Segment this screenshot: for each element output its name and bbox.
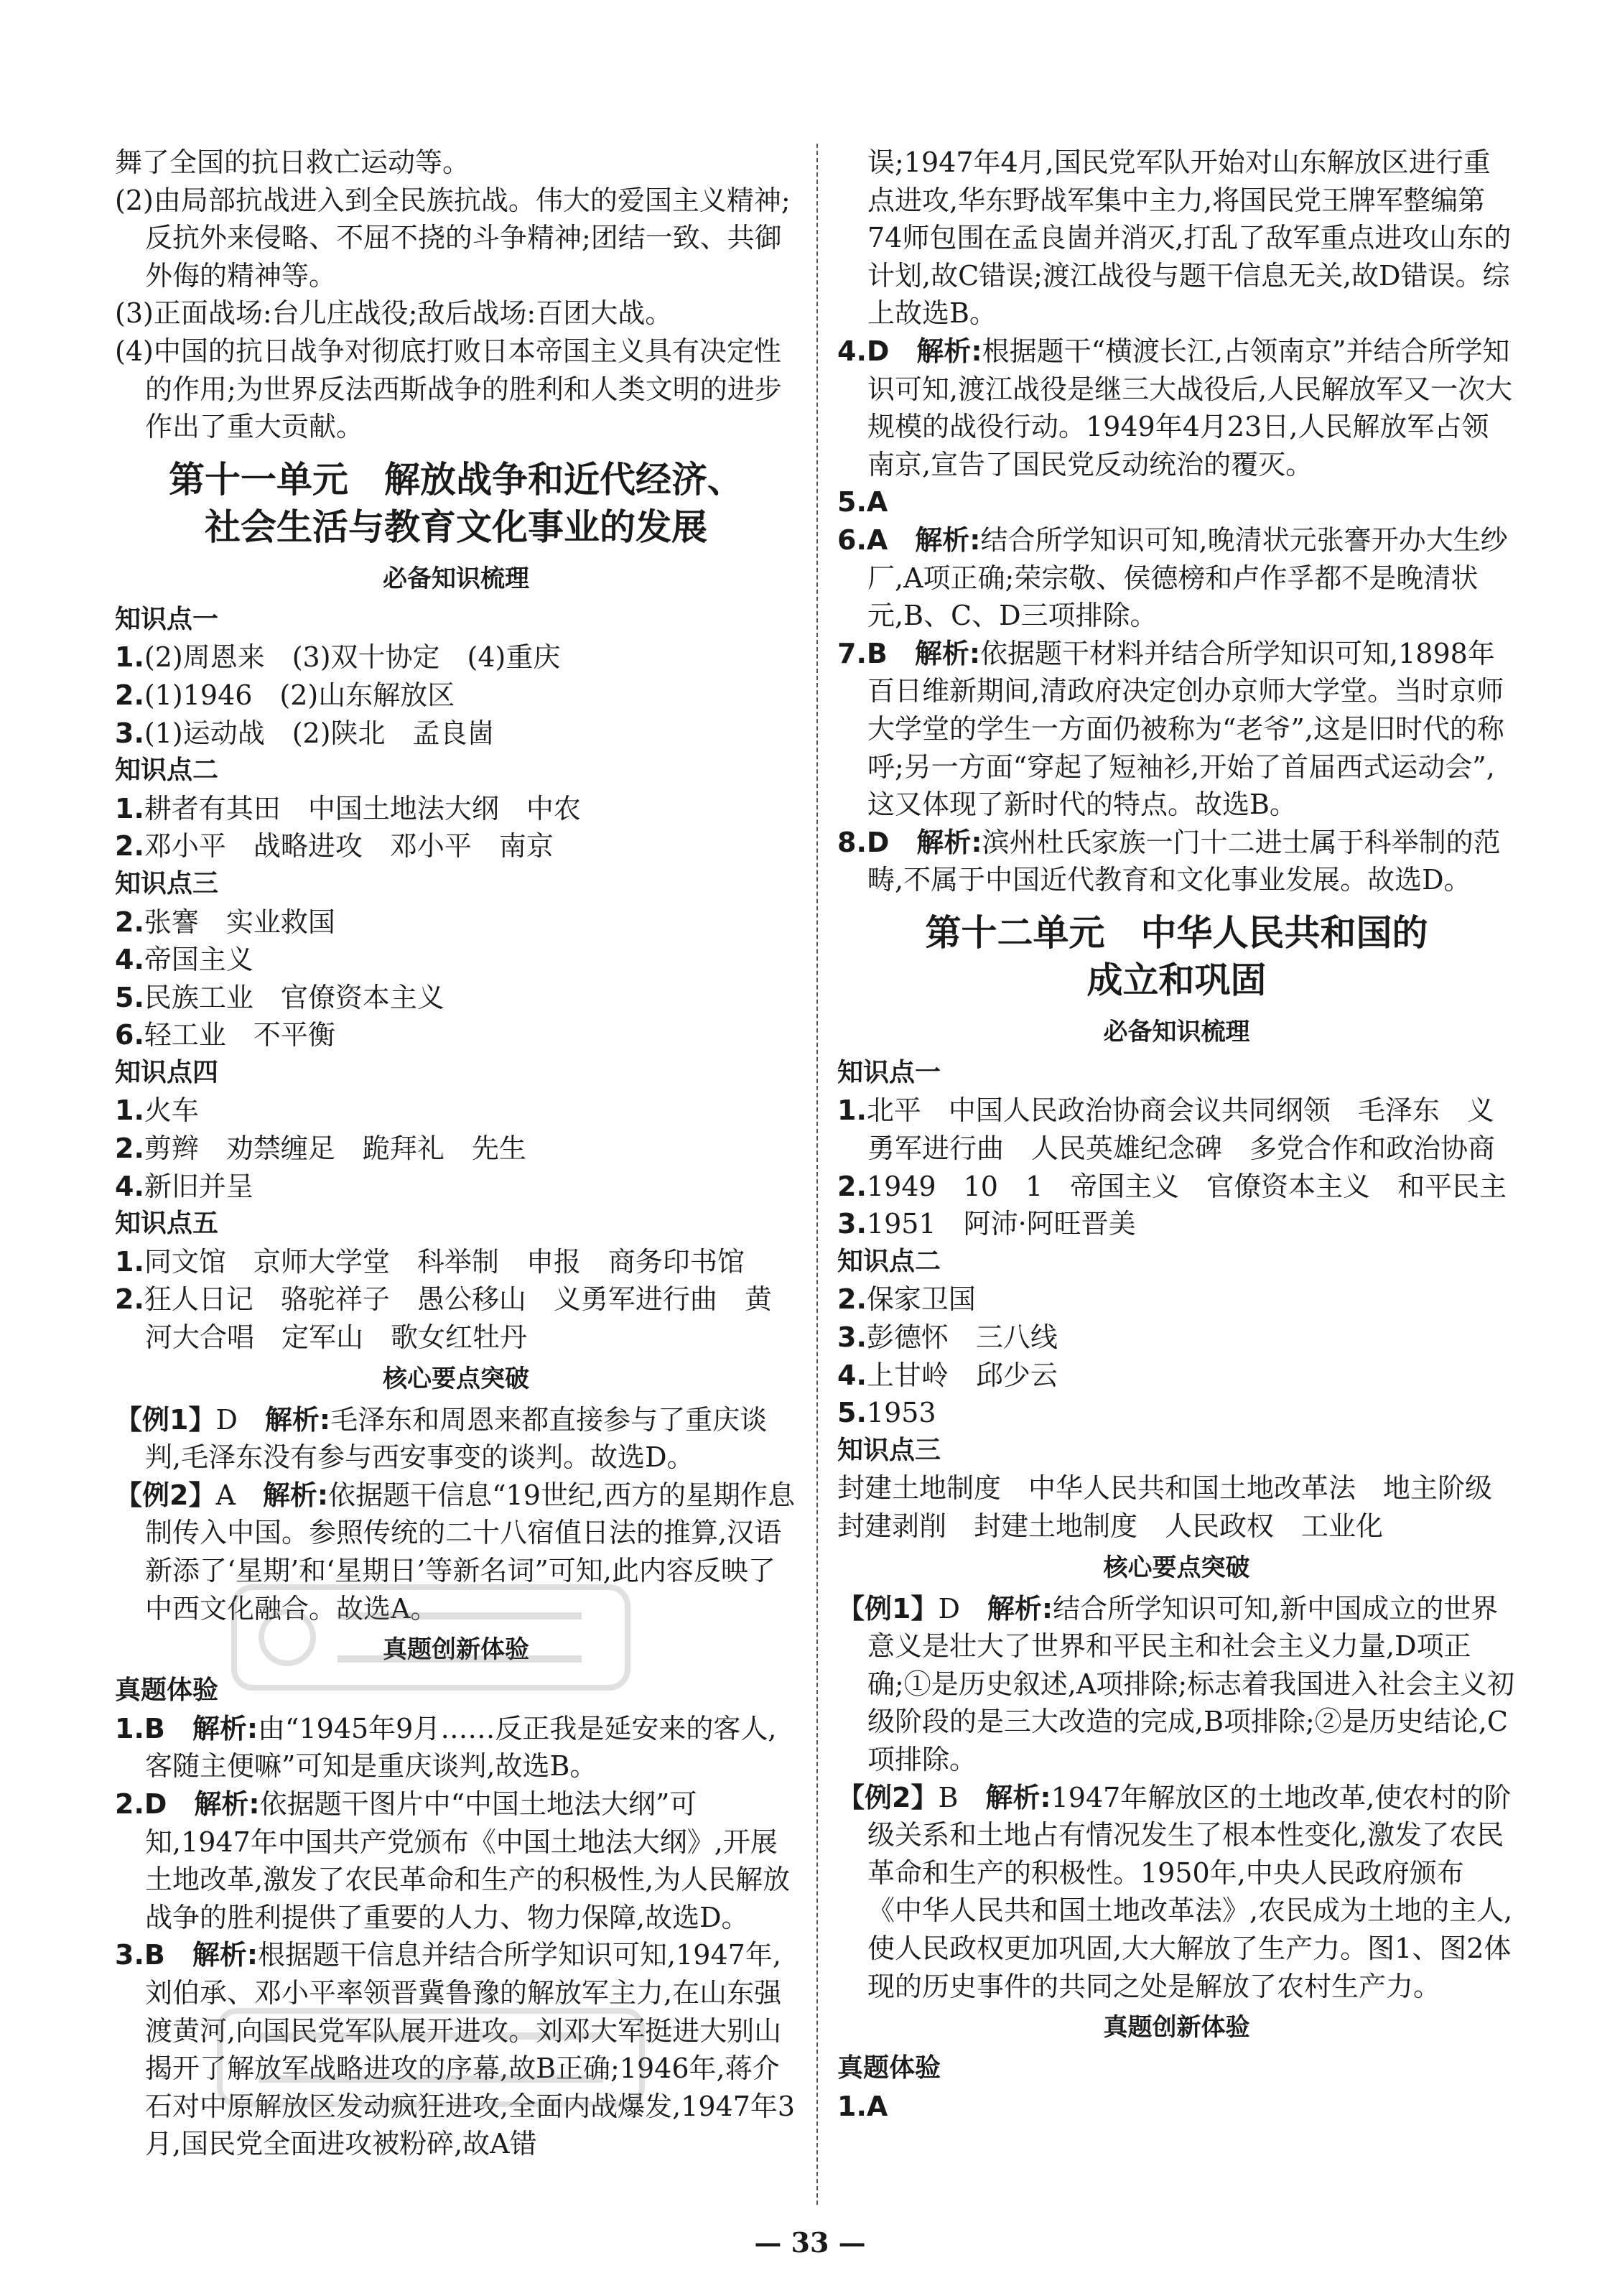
knowledge-point-3-list	[115, 903, 797, 1054]
intro-paragraph: (4)中国的抗日战争对彻底打败日本帝国主义具有决定性的作用;为世界反法西斯战争的胜利和人类文明的进步作出了重大贡献。	[115, 335, 782, 443]
list-item	[115, 979, 797, 1017]
answer-number: 4.D	[837, 335, 917, 367]
answer-number: 5.A	[837, 486, 888, 519]
real-exam-label-right: 真题体验	[837, 2053, 941, 2083]
item-number: 5.	[837, 1397, 867, 1429]
analysis-label: 解析:	[915, 524, 981, 556]
item-text: 同文馆 京师大学堂 科举制 申报 商务印书馆	[144, 1245, 745, 1278]
item-number: 1.	[115, 1094, 144, 1127]
analysis-label: 解析:	[916, 335, 982, 367]
example-text: 1947年解放区的土地改革,使农村的阶级关系和土地占有情况发生了根本性变化,激发了农民革命和生产的积极性。1950年,中央人民政府颁布《中华人民共和国土地改革法》,农民成为土地的主人,使人民政权更加巩固,大大解放了生产力。图1、图2体现的历史事件的共同之处是解放了农村生产力。	[867, 1781, 1513, 2002]
answers-list-right	[837, 333, 1516, 899]
intro-paragraphs	[115, 144, 797, 446]
last-answer	[837, 2088, 1516, 2126]
answer-text: 根据题干信息并结合所学知识可知,1947年,刘伯承、邓小平率领晋冀鲁豫的解放军主力,在山东强渡黄河,向国民党军队展开进攻。刘邓大军挺进大别山揭开了解放军战略进攻的序幕,故B正确;1946年,蒋介石对中原解放区发动疯狂进攻,全面内战爆发,1947年3月,国民党全面进攻被粉碎,故A错	[145, 1939, 796, 2160]
answer-item	[837, 333, 1516, 483]
knowledge-point-2-right-list	[837, 1281, 1516, 1431]
analysis-label: 解析:	[264, 1403, 331, 1436]
answer-text: 结合所学知识可知,晚清状元张謇开办大生纱厂,A项正确;荣宗敬、侯德榜和卢作孚都不是晚清状元,B、C、D三项排除。	[867, 524, 1508, 632]
example-tag: 【例2】	[837, 1781, 939, 1813]
intro-paragraph: (2)由局部抗战进入到全民族抗战。伟大的爱国主义精神;反抗外来侵略、不屈不挠的斗争精神;团结一致、共御外侮的精神等。	[115, 184, 791, 292]
item-text: (1)1946 (2)山东解放区	[144, 679, 455, 711]
item-number: 2.	[115, 906, 144, 938]
answer-text: 由“1945年9月……反正我是延安来的客人,客随主便嘛”可知是重庆谈判,故选B。	[145, 1712, 777, 1783]
example-answer: A	[215, 1479, 263, 1511]
section-heading-core: 核心要点突破	[383, 1364, 529, 1393]
list-item	[837, 1394, 1516, 1432]
item-text: 张謇 实业救国	[144, 906, 335, 938]
item-number: 2.	[837, 1170, 867, 1202]
unit-11-title-line1: 第十一单元 解放战争和近代经济、	[169, 458, 743, 501]
item-number: 2.	[837, 1283, 867, 1316]
knowledge-point-2-list	[115, 790, 797, 865]
item-number: 2.	[115, 679, 144, 711]
list-item	[115, 1130, 797, 1168]
list-item	[837, 1092, 1516, 1167]
section-heading-real-right: 真题创新体验	[1103, 2013, 1250, 2042]
unit-12-title-line2: 成立和巩固	[1086, 959, 1267, 1001]
item-text: 耕者有其田 中国土地法大纲 中农	[144, 792, 581, 824]
continued-answer: 误;1947年4月,国民党军队开始对山东解放区进行重点进攻,华东野战军集中主力,将国民党王牌军整编第74师包围在孟良崮并消灭,打乱了敌军重点进攻山东的计划,故C错误;渡江战役与题干信息无关,故D错误。综上故选B。	[867, 147, 1512, 330]
item-number: 3.	[115, 717, 144, 749]
list-item	[837, 1281, 1516, 1319]
example-text: 结合所学知识可知,新中国成立的世界意义是壮大了世界和平民主和社会主义力量,D项正确;①是历史叙述,A项排除;标志着我国进入社会主义初级阶段的是三大改造的完成,B项排除;②是历史结论,C项排除。	[867, 1592, 1515, 1775]
right-column	[837, 144, 1516, 2125]
knowledge-point-5-list	[115, 1243, 797, 1357]
item-number: 3.	[837, 1321, 867, 1354]
analysis-label: 解析:	[987, 1592, 1053, 1625]
item-number: 6.	[115, 1019, 144, 1051]
answer-number: 2.D	[115, 1788, 195, 1820]
item-text: 上甘岭 邱少云	[866, 1359, 1058, 1391]
answer-item	[837, 483, 1516, 521]
list-item	[837, 1357, 1516, 1395]
item-number: 2.	[115, 1133, 144, 1165]
knowledge-point-4-list	[115, 1092, 797, 1205]
item-text: 1949 10 1 帝国主义 官僚资本主义 和平民主	[866, 1170, 1507, 1202]
watermark-stamp	[230, 1580, 632, 1695]
item-text: 1951 阿沛·阿旺晋美	[866, 1208, 1136, 1240]
item-number: 1.	[837, 1094, 867, 1127]
item-number: 3.	[837, 1208, 867, 1240]
answer-item	[837, 521, 1516, 635]
unit-12-title	[837, 909, 1516, 1004]
item-number: 5.	[115, 981, 144, 1013]
item-text: 北平 中国人民政治协商会议共同纲领 毛泽东 义勇军进行曲 人民英雄纪念碑 多党合作和政治协商	[866, 1094, 1496, 1165]
analysis-label: 解析:	[985, 1781, 1051, 1813]
list-item	[115, 1168, 797, 1206]
knowledge-point-3: 知识点三	[115, 868, 219, 898]
left-column	[115, 144, 797, 2163]
item-text: 邓小平 战略进攻 邓小平 南京	[144, 830, 554, 863]
item-text: (2)周恩来 (3)双十协定 (4)重庆	[144, 641, 561, 674]
item-text: 1953	[866, 1397, 936, 1429]
list-item	[115, 638, 797, 677]
analysis-label: 解析:	[194, 1788, 260, 1820]
answer-number: 1.B	[115, 1712, 192, 1744]
knowledge-point-1-right-list	[837, 1092, 1516, 1242]
item-text: 剪辫 劝禁缠足 跪拜礼 先生	[144, 1133, 526, 1165]
answer-item	[837, 824, 1516, 899]
example-item	[837, 1779, 1516, 2006]
answer-text: 依据题干材料并结合所学知识可知,1898年百日维新期间,清政府决定创办京师大学堂。当时京师大学堂的学生一方面仍被称为“老爷”,这是旧时代的称呼;另一方面“穿起了短袖衫,开始了首届西式运动会”,这又体现了新时代的特点。故选B。	[867, 637, 1504, 821]
knowledge-point-4: 知识点四	[115, 1057, 219, 1087]
page-number: — 33 —	[754, 2226, 866, 2259]
answer-item	[115, 1710, 797, 1785]
example-text: 依据题干信息“19世纪,西方的星期作息制传入中国。参照传统的二十八宿值日法的推算,汉语新添了‘星期’和‘星期日’等新名词”可知,此内容反映了中西文化融合。故选A。	[145, 1479, 795, 1625]
section-heading-real: 真题创新体验	[383, 1635, 529, 1665]
list-item	[115, 677, 797, 715]
item-number: 2.	[115, 830, 144, 863]
answer-number: 6.A	[837, 524, 916, 556]
answer-number: 3.B	[115, 1939, 192, 1971]
item-number: 1.	[115, 641, 144, 674]
knowledge-point-1-list	[115, 638, 797, 752]
knowledge-point-1-right: 知识点一	[837, 1057, 941, 1087]
item-text: 轻工业 不平衡	[144, 1019, 335, 1051]
list-item	[115, 715, 797, 753]
column-divider	[816, 144, 818, 2205]
example-answer: B	[938, 1781, 986, 1813]
example-item	[115, 1401, 797, 1477]
answer-number: 7.B	[837, 637, 915, 669]
knowledge-point-1: 知识点一	[115, 604, 219, 634]
intro-paragraph: 舞了全国的抗日救亡运动等。	[115, 147, 470, 178]
answer-text: 滨州杜氏家族一门十二进士属于科举制的范畴,不属于中国近代教育和文化事业发展。故选D。	[867, 826, 1501, 896]
example-tag: 【例2】	[115, 1479, 216, 1511]
analysis-label: 解析:	[192, 1712, 259, 1744]
analysis-label: 解析:	[914, 637, 981, 669]
knowledge-point-2-right: 知识点二	[837, 1246, 941, 1276]
example-item	[837, 1590, 1516, 1779]
answer-text: 根据题干“横渡长江,占领南京”并结合所学知识可知,渡江战役是继三大战役后,人民解放军又一次大规模的战役行动。1949年4月23日,人民解放军占领南京,宣告了国民党反动统治的覆灭。	[867, 335, 1513, 480]
list-item	[115, 941, 797, 979]
list-item	[837, 1205, 1516, 1243]
item-number: 1.	[115, 792, 144, 824]
item-text: 彭德怀 三八线	[866, 1321, 1058, 1354]
knowledge-point-3-right-text: 封建土地制度 中华人民共和国土地改革法 地主阶级封建剥削 封建土地制度 人民政权 工业化	[837, 1472, 1493, 1542]
item-number: 2.	[115, 1283, 144, 1316]
item-number: 1.	[115, 1245, 144, 1278]
section-heading-knowledge-right: 必备知识梳理	[1103, 1017, 1250, 1046]
list-item	[115, 790, 797, 828]
list-item	[115, 1092, 797, 1130]
item-text: (1)运动战 (2)陕北 孟良崮	[144, 717, 495, 749]
section-heading-knowledge: 必备知识梳理	[383, 564, 529, 593]
item-text: 民族工业 官僚资本主义	[144, 981, 444, 1013]
list-item	[115, 827, 797, 865]
list-item	[115, 903, 797, 942]
item-text: 狂人日记 骆驼祥子 愚公移山 义勇军进行曲 黄河大合唱 定军山 歌女红牡丹	[144, 1283, 772, 1354]
item-text: 帝国主义	[144, 944, 253, 976]
last-answer-num: 1.A	[837, 2090, 888, 2122]
example-answer: D	[938, 1592, 987, 1625]
example-text: 毛泽东和周恩来都直接参与了重庆谈判,毛泽东没有参与西安事变的谈判。故选D。	[145, 1403, 768, 1474]
example-tag: 【例1】	[115, 1403, 216, 1436]
answer-number: 8.D	[837, 826, 917, 858]
examples-list-right	[837, 1590, 1516, 2006]
intro-paragraph: (3)正面战场:台儿庄战役;敌后战场:百团大战。	[115, 297, 673, 330]
unit-12-title-line1: 第十二单元 中华人民共和国的	[925, 911, 1428, 954]
section-heading-core-right: 核心要点突破	[1103, 1553, 1250, 1582]
watermark-stamp-2	[215, 2004, 646, 2111]
knowledge-point-3-right: 知识点三	[837, 1435, 941, 1465]
list-item	[115, 1281, 797, 1356]
unit-11-title	[115, 456, 797, 551]
answer-text: 依据题干图片中“中国土地法大纲”可知,1947年中国共产党颁布《中国土地法大纲》,开展土地改革,激发了农民革命和生产的积极性,为人民解放战争的胜利提供了重要的人力、物力保障,故选D。	[145, 1788, 791, 1933]
knowledge-point-5: 知识点五	[115, 1209, 219, 1239]
list-item	[837, 1319, 1516, 1357]
analysis-label: 解析:	[192, 1939, 259, 1971]
item-text: 新旧并呈	[144, 1170, 253, 1202]
knowledge-point-2: 知识点二	[115, 756, 219, 786]
item-number: 4.	[115, 1170, 144, 1202]
item-text: 保家卫国	[866, 1283, 976, 1316]
answer-item	[837, 635, 1516, 824]
analysis-label: 解析:	[262, 1479, 329, 1511]
item-number: 4.	[837, 1359, 867, 1391]
example-answer: D	[215, 1403, 265, 1436]
analysis-label: 解析:	[916, 826, 982, 858]
real-exam-label: 真题体验	[115, 1675, 219, 1706]
example-tag: 【例1】	[837, 1592, 939, 1625]
item-text: 火车	[144, 1094, 199, 1127]
answer-item	[115, 1785, 797, 1936]
list-item	[115, 1243, 797, 1281]
unit-11-title-line2: 社会生活与教育文化事业的发展	[205, 506, 707, 548]
item-number: 4.	[115, 944, 144, 976]
list-item	[837, 1168, 1516, 1206]
list-item	[115, 1016, 797, 1054]
